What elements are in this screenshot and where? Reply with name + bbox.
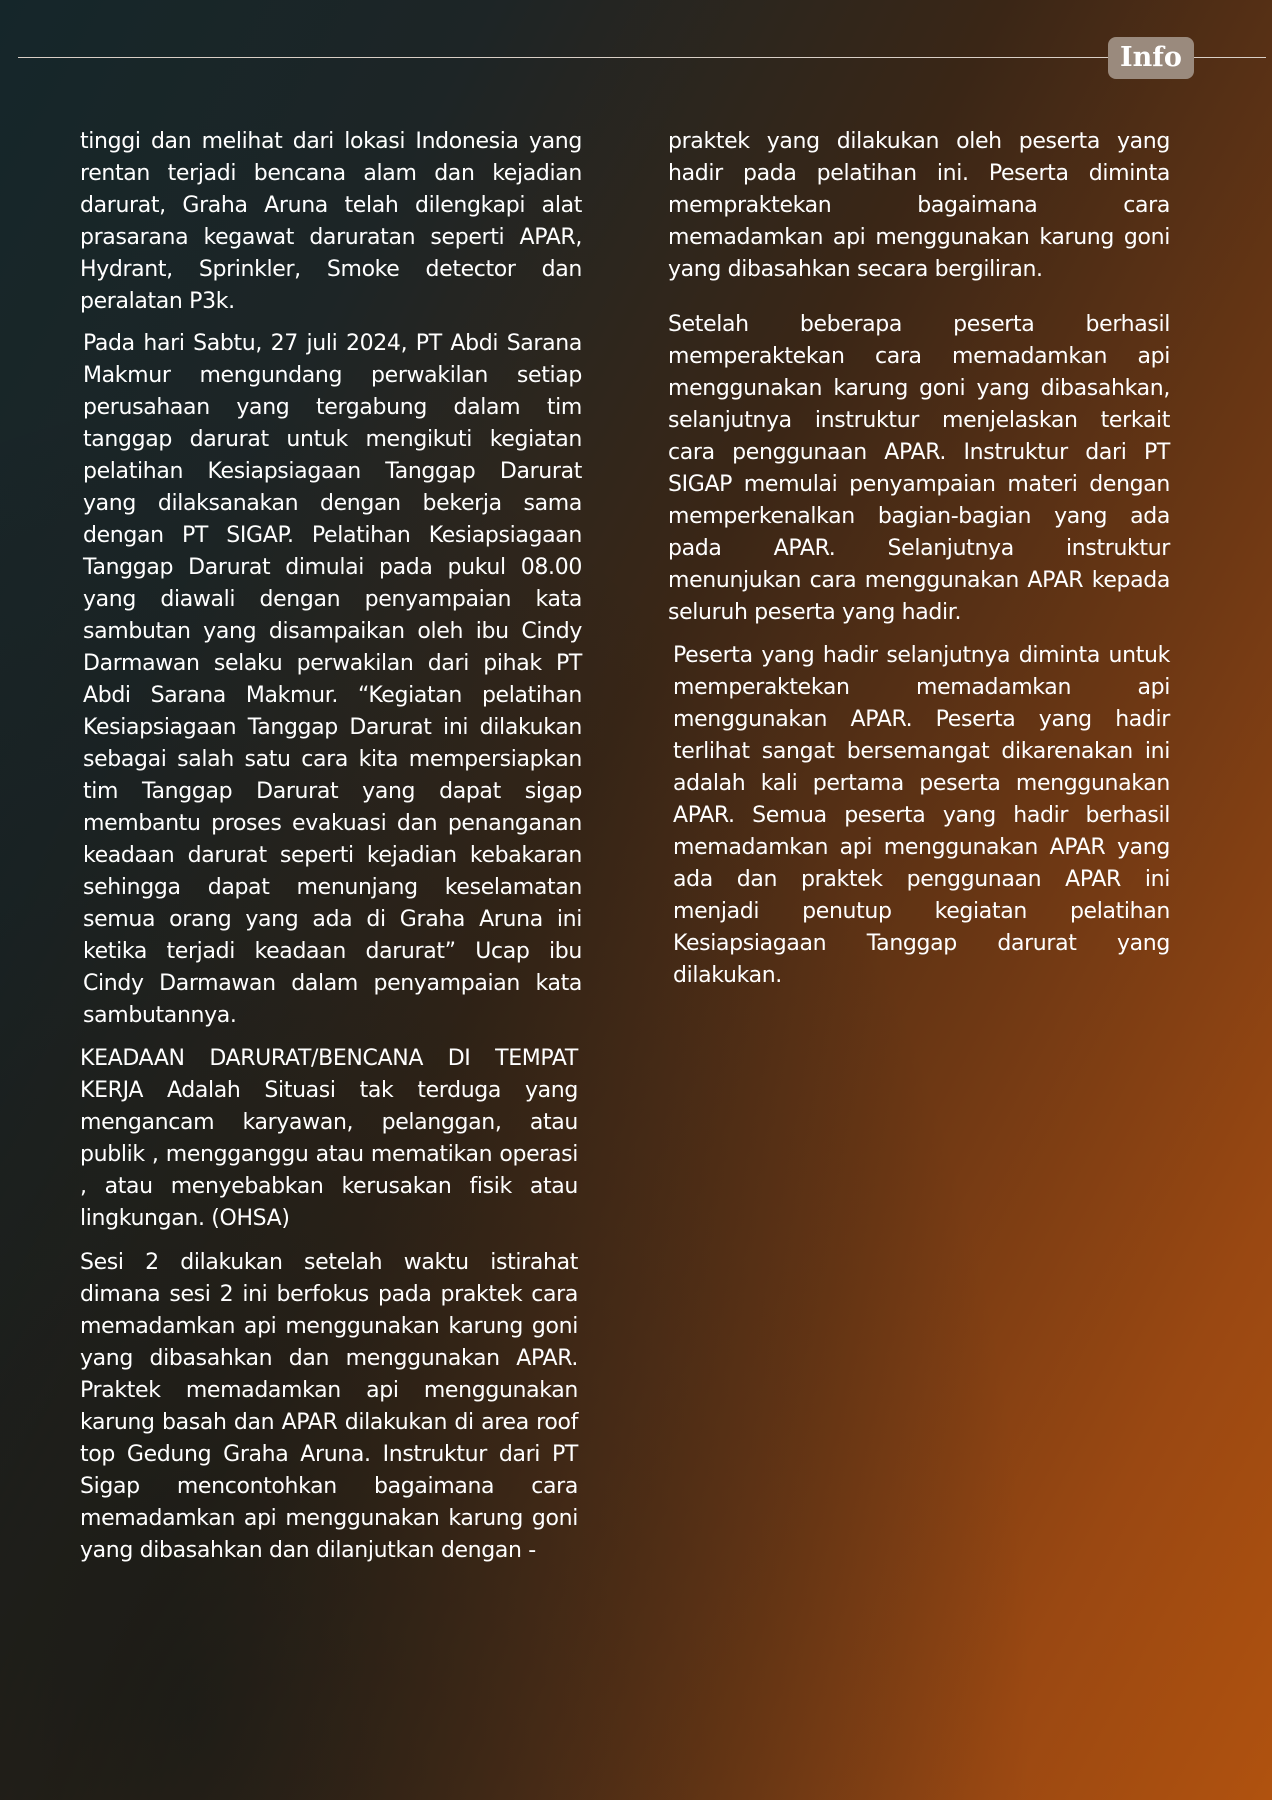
- paragraph-intro: tinggi dan melihat dari lokasi Indonesia yang rentan terjadi bencana alam dan kejadian darurat, Graha Aruna telah dilengkapi alat prasarana kegawat daruratan seperti APAR, Hydrant, Sprinkler, Smoke detector dan peralatan P3k.: [80, 129, 582, 314]
- page-header: [0, 0, 1272, 100]
- paragraph-practice: praktek yang dilakukan oleh peserta yang hadir pada pelatihan ini. Peserta diminta mempraktekan bagaimana cara memadamkan api menggunakan karung goni yang dibasahkan secara bergiliran.: [668, 129, 1170, 282]
- paragraph-definition: KEADAAN DARURAT/BENCANA DI TEMPAT KERJA Adalah Situasi tak terduga yang mengancam karyawan, pelanggan, atau publik , mengganggu atau mematikan operasi , atau menyebabkan kerusakan fisik atau lingkungan. (OHSA): [80, 1046, 578, 1231]
- section-badge: Info: [1108, 37, 1194, 79]
- article-right-column: [668, 126, 1170, 992]
- paragraph-opening: Pada hari Sabtu, 27 juli 2024, PT Abdi Sarana Makmur mengundang perwakilan setiap perusahaan yang tergabung dalam tim tanggap darurat untuk mengikuti kegiatan pelatihan Kesiapsiagaan Tanggap Darurat yang dilaksanakan dengan bekerja sama dengan PT SIGAP. Pelatihan Kesiapsiagaan Tanggap Darurat dimulai pada pukul 08.00 yang diawali dengan penyampaian kata sambutan yang disampaikan oleh ibu Cindy Darmawan selaku perwakilan dari pihak PT Abdi Sarana Makmur. “Kegiatan pelatihan Kesiapsiagaan Tanggap Darurat ini dilakukan sebagai salah satu cara kita mempersiapkan tim Tanggap Darurat yang dapat sigap membantu proses evakuasi dan penanganan keadaan darurat seperti kejadian kebakaran sehingga dapat menunjang keselamatan semua orang yang ada di Graha Aruna ini ketika terjadi keadaan darurat” Ucap ibu Cindy Darmawan dalam penyampaian kata sambutannya.: [83, 331, 582, 1028]
- article-left-column: [80, 126, 582, 1567]
- paragraph-closing: Peserta yang hadir selanjutnya diminta untuk memperaktekan memadamkan api menggunakan APAR. Peserta yang hadir terlihat sangat bersemangat dikarenakan ini adalah kali pertama peserta menggunakan APAR. Semua peserta yang hadir berhasil memadamkan api menggunakan APAR yang ada dan praktek penggunaan APAR ini menjadi penutup kegiatan pelatihan Kesiapsiagaan Tanggap darurat yang dilakukan.: [673, 643, 1170, 988]
- paragraph-session-2: Sesi 2 dilakukan setelah waktu istirahat dimana sesi 2 ini berfokus pada praktek cara memadamkan api menggunakan karung goni yang dibasahkan dan menggunakan APAR. Praktek memadamkan api menggunakan karung basah dan APAR dilakukan di area roof top Gedung Graha Aruna. Instruktur dari PT Sigap mencontohkan bagaimana cara memadamkan api menggunakan karung goni yang dibasahkan dan dilanjutkan dengan -: [80, 1250, 578, 1563]
- header-rule-right: [1194, 57, 1266, 58]
- header-rule-left: [18, 57, 1108, 58]
- paragraph-apar-explanation: Setelah beberapa peserta berhasil memperaktekan cara memadamkan api menggunakan karung goni yang dibasahkan, selanjutnya instruktur menjelaskan terkait cara penggunaan APAR. Instruktur dari PT SIGAP memulai penyampaian materi dengan memperkenalkan bagian-bagian yang ada pada APAR. Selanjutnya instruktur menunjukan cara menggunakan APAR kepada seluruh peserta yang hadir.: [668, 312, 1170, 625]
